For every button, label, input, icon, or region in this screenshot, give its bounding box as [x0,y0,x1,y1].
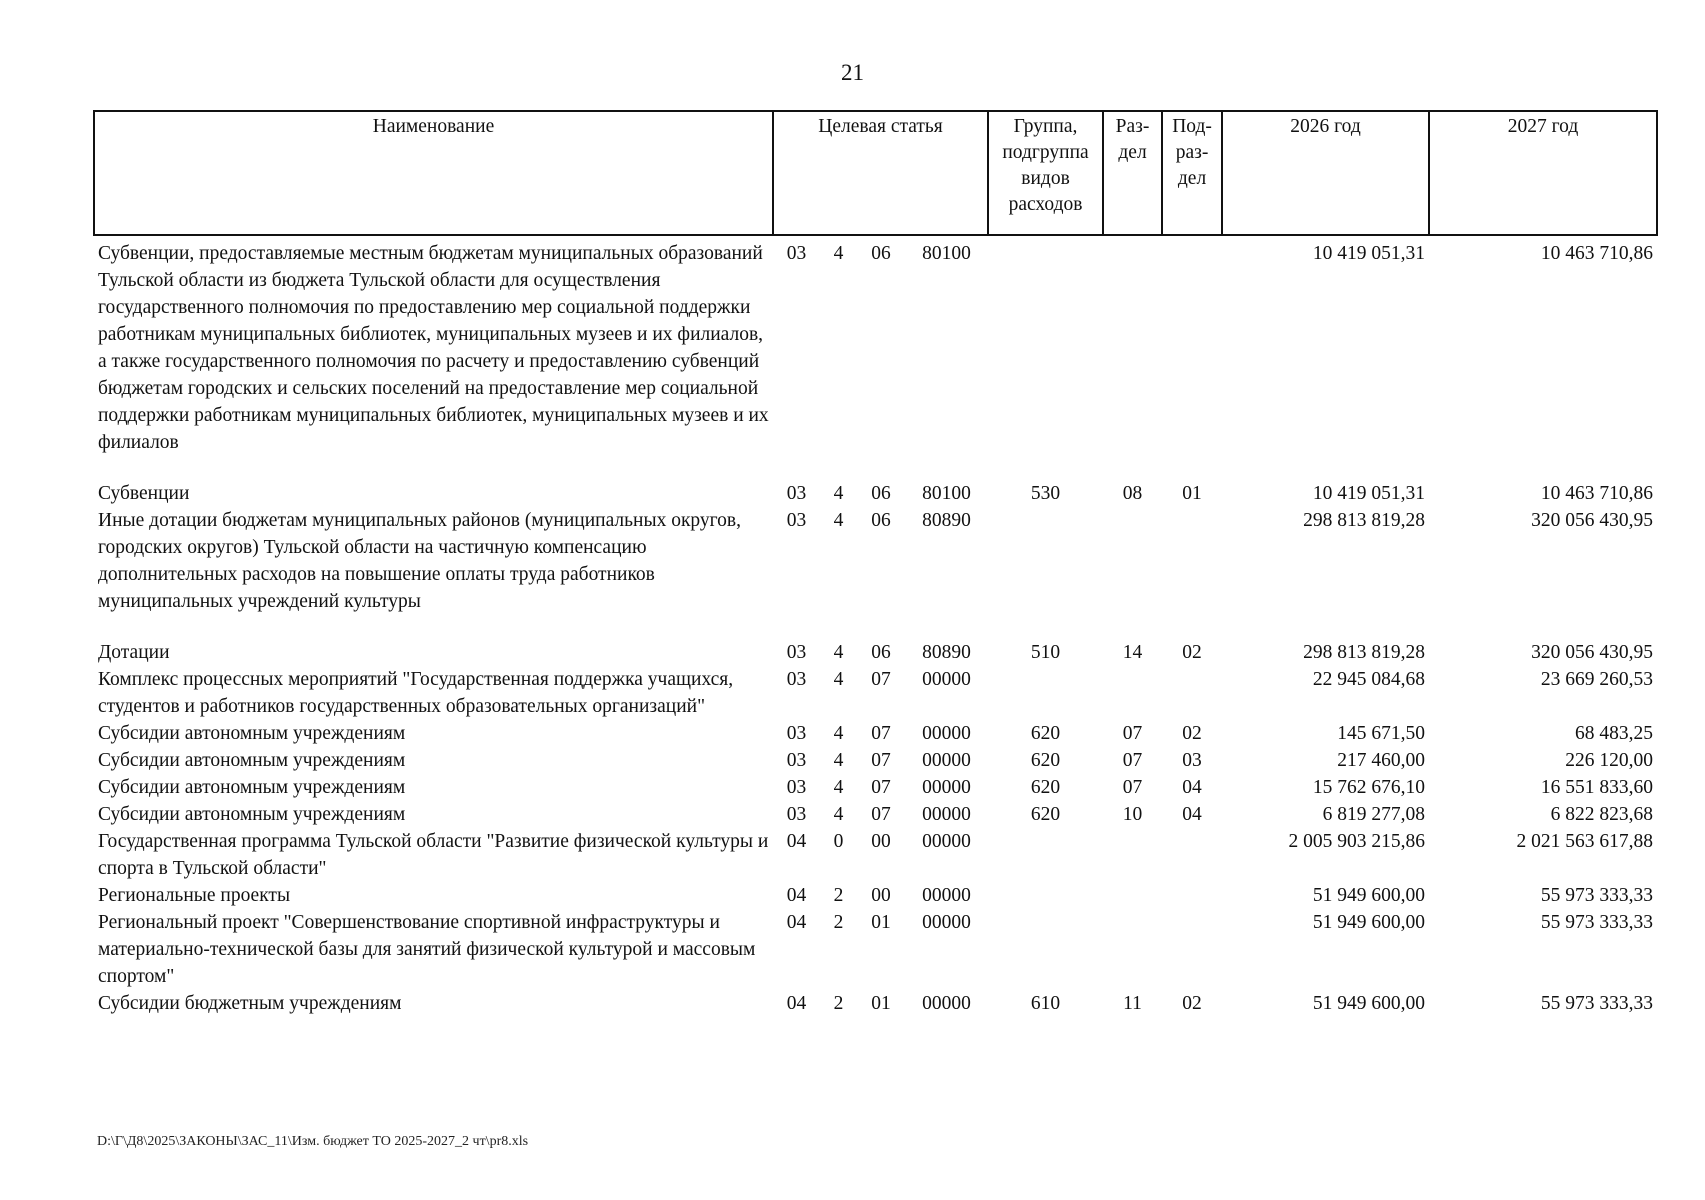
row-name: Субсидии автономным учреждениям [98,804,406,825]
subsection: 04 [1182,777,1202,798]
expense-group [988,909,1103,990]
amount-2027: 10 463 710,86 [1540,483,1654,504]
section: 07 [1122,777,1143,798]
header-target-article: Целевая статья [773,111,988,235]
header-year-2027: 2027 год [1429,111,1657,235]
code-part-4: 00000 [922,912,971,933]
amount-2027: 320 056 430,95 [1531,642,1654,663]
code-part-4: 00000 [922,723,971,744]
row-name: Субсидии бюджетным учреждениям [98,993,402,1014]
amount-2027: 2 021 563 617,88 [1516,831,1654,852]
subsection: 03 [1182,750,1202,771]
expense-group: 620 [1030,750,1061,771]
section: 07 [1122,723,1143,744]
section: 07 [1122,750,1143,771]
table-row [94,639,1657,666]
amount-2027: 10 463 710,86 [1540,243,1654,264]
code-part-3: 01 [871,993,891,1014]
code-part-4: 80890 [922,510,971,531]
table-row [94,828,1657,882]
code-part-2: 0 [833,831,844,852]
footer-file-path: D:\Г\Д8\2025\ЗАКОНЫ\ЗАС_11\Изм. бюджет ТО 2025-2027_2 чт\pr8.xls [97,1134,529,1149]
subsection [1162,235,1222,480]
row-name: Государственная программа Тульской области "Развитие физической культуры и спорта в Тульской области" [98,831,769,879]
code-part-4: 80100 [922,243,971,264]
amount-2026: 22 945 084,68 [1312,669,1426,690]
amount-2026: 217 460,00 [1337,750,1426,771]
amount-2026: 51 949 600,00 [1312,912,1426,933]
expense-group [988,666,1103,720]
expense-group: 510 [1030,642,1061,663]
section [1103,828,1162,882]
amount-2027: 23 669 260,53 [1540,669,1654,690]
code-part-4: 00000 [922,669,971,690]
table-row [94,747,1657,774]
expense-group: 610 [1030,993,1061,1014]
row-name: Региональный проект "Совершенствование спортивной инфраструктуры и материально-технической базы для занятий физической культурой и массовым спортом" [98,912,756,987]
expense-group [988,882,1103,909]
amount-2027: 68 483,25 [1575,723,1654,744]
code-part-3: 06 [871,483,891,504]
code-part-4: 00000 [922,831,971,852]
table-row [94,801,1657,828]
expense-group [988,828,1103,882]
code-part-2: 4 [833,723,844,744]
expense-group: 620 [1030,777,1061,798]
subsection [1162,909,1222,990]
amount-2027: 16 551 833,60 [1540,777,1654,798]
row-name: Региональные проекты [98,885,291,906]
amount-2027: 55 973 333,33 [1540,912,1654,933]
code-part-1: 03 [786,243,807,264]
amount-2026: 298 813 819,28 [1303,642,1426,663]
code-part-3: 07 [871,777,891,798]
budget-table [93,110,1658,1017]
section [1103,882,1162,909]
subsection [1162,882,1222,909]
code-part-4: 80890 [922,642,971,663]
amount-2026: 10 419 051,31 [1312,483,1426,504]
row-name: Иные дотации бюджетам муниципальных районов (муниципальных округов, городских округов) Тульской области на частичную компенсацию дополнительных расходов на повышение оплаты труда работников муниципальных учреждений культуры [98,510,742,612]
amount-2026: 2 005 903 215,86 [1288,831,1426,852]
header-section: Раз- дел [1103,111,1162,235]
code-part-1: 03 [786,483,807,504]
code-part-3: 06 [871,510,891,531]
code-part-1: 03 [786,669,807,690]
header-name: Наименование [94,111,773,235]
table-header [94,111,1657,235]
row-name: Комплекс процессных мероприятий "Государственная поддержка учащихся, студентов и работников государственных образовательных организаций" [98,669,734,717]
amount-2027: 320 056 430,95 [1531,510,1654,531]
code-part-4: 00000 [922,885,971,906]
code-part-1: 03 [786,510,807,531]
code-part-3: 07 [871,804,891,825]
table-row [94,480,1657,507]
code-part-1: 03 [786,750,807,771]
code-part-2: 4 [833,669,844,690]
code-part-1: 04 [786,993,807,1014]
table-row [94,990,1657,1017]
code-part-4: 00000 [922,993,971,1014]
code-part-4: 00000 [922,804,971,825]
code-part-2: 4 [833,642,844,663]
row-name: Субсидии автономным учреждениям [98,777,406,798]
header-year-2026: 2026 год [1222,111,1429,235]
section [1103,909,1162,990]
table-row [94,720,1657,747]
code-part-3: 07 [871,669,891,690]
code-part-2: 2 [833,885,844,906]
row-name: Субвенции [98,483,190,504]
code-part-2: 4 [833,777,844,798]
expense-group: 620 [1030,804,1061,825]
page-number: 21 [841,60,864,85]
code-part-3: 06 [871,642,891,663]
expense-group [988,507,1103,639]
code-part-1: 03 [786,777,807,798]
code-part-2: 2 [833,993,844,1014]
amount-2027: 226 120,00 [1565,750,1654,771]
code-part-1: 03 [786,642,807,663]
subsection [1162,507,1222,639]
code-part-2: 4 [833,510,844,531]
code-part-1: 03 [786,723,807,744]
table-row [94,666,1657,720]
header-expense-group: Группа, подгруппа видов расходов [988,111,1103,235]
amount-2027: 55 973 333,33 [1540,993,1654,1014]
table-row [94,507,1657,639]
section: 08 [1122,483,1143,504]
subsection [1162,828,1222,882]
code-part-2: 4 [833,243,844,264]
code-part-1: 03 [786,804,807,825]
subsection [1162,666,1222,720]
subsection: 02 [1182,723,1202,744]
table-row [94,235,1657,480]
amount-2026: 145 671,50 [1337,723,1426,744]
table-body [94,235,1657,1017]
table-row [94,882,1657,909]
section: 14 [1122,642,1143,663]
code-part-4: 00000 [922,777,971,798]
section [1103,666,1162,720]
code-part-1: 04 [786,831,807,852]
code-part-3: 07 [871,723,891,744]
header-subsection: Под- раз- дел [1162,111,1222,235]
code-part-3: 01 [871,912,891,933]
amount-2026: 6 819 277,08 [1322,804,1426,825]
section: 10 [1122,804,1143,825]
code-part-4: 80100 [922,483,971,504]
table-row [94,909,1657,990]
subsection: 01 [1182,483,1202,504]
code-part-2: 4 [833,750,844,771]
code-part-3: 07 [871,750,891,771]
amount-2027: 6 822 823,68 [1550,804,1654,825]
code-part-4: 00000 [922,750,971,771]
code-part-2: 4 [833,804,844,825]
code-part-2: 4 [833,483,844,504]
row-name: Субсидии автономным учреждениям [98,750,406,771]
expense-group: 530 [1030,483,1061,504]
amount-2026: 51 949 600,00 [1312,993,1426,1014]
code-part-2: 2 [833,912,844,933]
code-part-3: 06 [871,243,891,264]
code-part-1: 04 [786,885,807,906]
section [1103,507,1162,639]
subsection: 02 [1182,642,1202,663]
amount-2026: 10 419 051,31 [1312,243,1426,264]
amount-2026: 51 949 600,00 [1312,885,1426,906]
code-part-3: 00 [871,831,891,852]
amount-2026: 298 813 819,28 [1303,510,1426,531]
row-name: Дотации [98,642,170,663]
code-part-1: 04 [786,912,807,933]
expense-group: 620 [1030,723,1061,744]
table-row [94,774,1657,801]
code-part-3: 00 [871,885,891,906]
row-name: Субвенции, предоставляемые местным бюджетам муниципальных образований Тульской области из бюджета Тульской области для осуществления государственного полномочия по предоставлению мер социальной поддержки работникам муниципальных библиотек, муниципальных музеев и их филиалов, а также государственного полномочия по расчету и предоставлению субвенций бюджетам городских и сельских поселений на предоставление мер социальной поддержки работникам муниципальных библиотек, муниципальных музеев и их филиалов [98,243,769,453]
amount-2026: 15 762 676,10 [1312,777,1426,798]
section [1103,235,1162,480]
expense-group [988,235,1103,480]
subsection: 04 [1182,804,1202,825]
subsection: 02 [1182,993,1202,1014]
section: 11 [1123,993,1142,1014]
amount-2027: 55 973 333,33 [1540,885,1654,906]
row-name: Субсидии автономным учреждениям [98,723,406,744]
